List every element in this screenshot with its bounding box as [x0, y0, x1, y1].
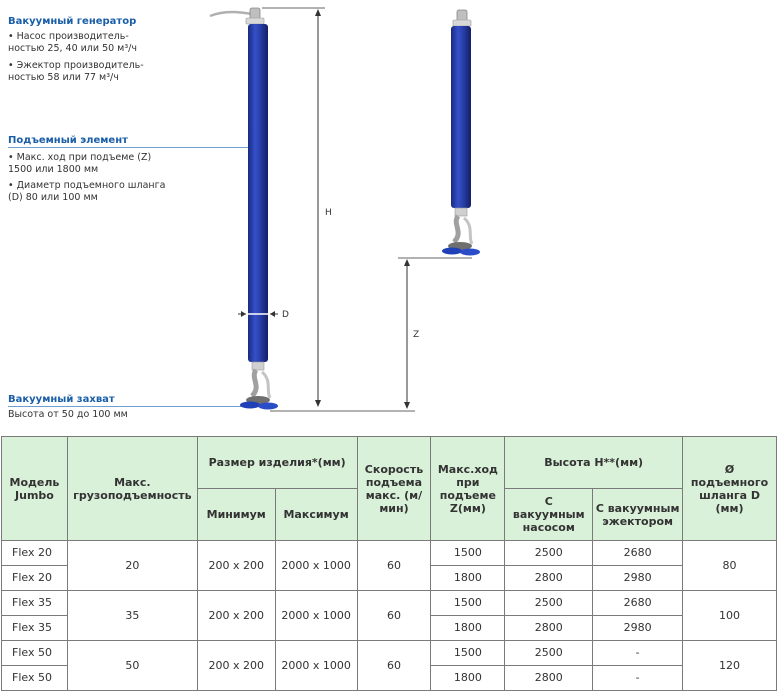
cell-model: Flex 50	[2, 666, 68, 691]
cell-height-ejector: 2680	[593, 541, 683, 566]
cell-size-max: 2000 x 1000	[275, 591, 357, 641]
suction-cup-left-2	[258, 403, 278, 410]
lift-tube-right	[451, 26, 471, 208]
cell-height-pump: 2500	[505, 591, 593, 616]
cell-size-min: 200 x 200	[197, 641, 275, 691]
gripper-arm-right	[454, 216, 458, 242]
cell-size-max: 2000 x 1000	[275, 641, 357, 691]
suction-cup-right-2	[460, 249, 480, 256]
spec-table-body	[2, 541, 777, 691]
air-hose	[210, 12, 252, 16]
lift-element-line-1: • Макс. ход при подъеме (Z)	[8, 152, 152, 163]
cell-model: Flex 35	[2, 616, 68, 641]
cell-height-ejector: 2980	[593, 616, 683, 641]
cell-speed: 60	[357, 541, 431, 591]
cell-height-pump: 2800	[505, 616, 593, 641]
cell-height-ejector: 2680	[593, 591, 683, 616]
cell-stroke: 1500	[431, 591, 505, 616]
cell-hose: 80	[683, 541, 777, 591]
cell-height-pump: 2800	[505, 666, 593, 691]
header-size: Размер изделия*(мм)	[197, 437, 357, 489]
dimension-d-label: D	[282, 310, 289, 320]
suction-cup-right-1	[442, 248, 462, 255]
header-size-max: Максимум	[275, 489, 357, 541]
gripper-line-1: Высота от 50 до 100 мм	[8, 409, 128, 420]
dimension-h-label: H	[325, 208, 332, 218]
cell-height-pump: 2800	[505, 566, 593, 591]
header-hose: Ø подъемного шланга D (мм)	[683, 437, 777, 541]
cell-stroke: 1800	[431, 666, 505, 691]
header-height-pump: С вакуумным насосом	[505, 489, 593, 541]
table-row	[2, 641, 777, 666]
cell-capacity: 50	[67, 641, 197, 691]
generator-line-1: • Насос производитель-	[8, 31, 129, 42]
generator-line-4: ностью 58 или 77 м³/ч	[8, 72, 119, 83]
cell-size-min: 200 x 200	[197, 591, 275, 641]
header-height-ejector: С вакуумным эжектором	[593, 489, 683, 541]
lift-element-line-2: 1500 или 1800 мм	[8, 164, 99, 175]
header-capacity: Макс. грузоподъемность	[67, 437, 197, 541]
cell-capacity: 20	[67, 541, 197, 591]
dimension-z-label: Z	[413, 330, 420, 340]
cell-height-ejector: -	[593, 666, 683, 691]
cell-size-max: 2000 x 1000	[275, 541, 357, 591]
cell-stroke: 1800	[431, 566, 505, 591]
cell-height-pump: 2500	[505, 541, 593, 566]
cell-speed: 60	[357, 641, 431, 691]
cell-height-pump: 2500	[505, 641, 593, 666]
cell-stroke: 1500	[431, 541, 505, 566]
generator-line-3: • Эжектор производитель-	[8, 60, 144, 71]
cell-speed: 60	[357, 591, 431, 641]
generator-line-2: ностью 25, 40 или 50 м³/ч	[8, 43, 137, 54]
header-model: Модель Jumbo	[2, 437, 68, 541]
lift-element-line-4: (D) 80 или 100 мм	[8, 192, 98, 203]
lift-element-line-3: • Диаметр подъемного шланга	[8, 180, 166, 191]
spec-table	[1, 436, 777, 691]
header-height: Высота H**(мм)	[505, 437, 683, 489]
cell-height-ejector: -	[593, 641, 683, 666]
cell-stroke: 1500	[431, 641, 505, 666]
cell-model: Flex 20	[2, 541, 68, 566]
generator-title: Вакуумный генератор	[8, 16, 137, 27]
header-size-min: Минимум	[197, 489, 275, 541]
cell-capacity: 35	[67, 591, 197, 641]
cell-size-min: 200 x 200	[197, 541, 275, 591]
cell-hose: 120	[683, 641, 777, 691]
cell-model: Flex 20	[2, 566, 68, 591]
gripper-arm-left	[252, 370, 256, 396]
header-stroke: Макс.ход при подъеме Z(мм)	[431, 437, 505, 541]
gripper-title: Вакуумный захват	[8, 394, 115, 405]
lift-tube-left	[248, 24, 268, 362]
cell-model: Flex 50	[2, 641, 68, 666]
table-row	[2, 541, 777, 566]
header-speed: Скорость подъема макс. (м/мин)	[357, 437, 431, 541]
cell-model: Flex 35	[2, 591, 68, 616]
lift-element-title: Подъемный элемент	[8, 135, 128, 146]
cell-hose: 100	[683, 591, 777, 641]
cell-stroke: 1800	[431, 616, 505, 641]
cell-height-ejector: 2980	[593, 566, 683, 591]
table-row	[2, 591, 777, 616]
suction-cup-left-1	[240, 402, 260, 409]
